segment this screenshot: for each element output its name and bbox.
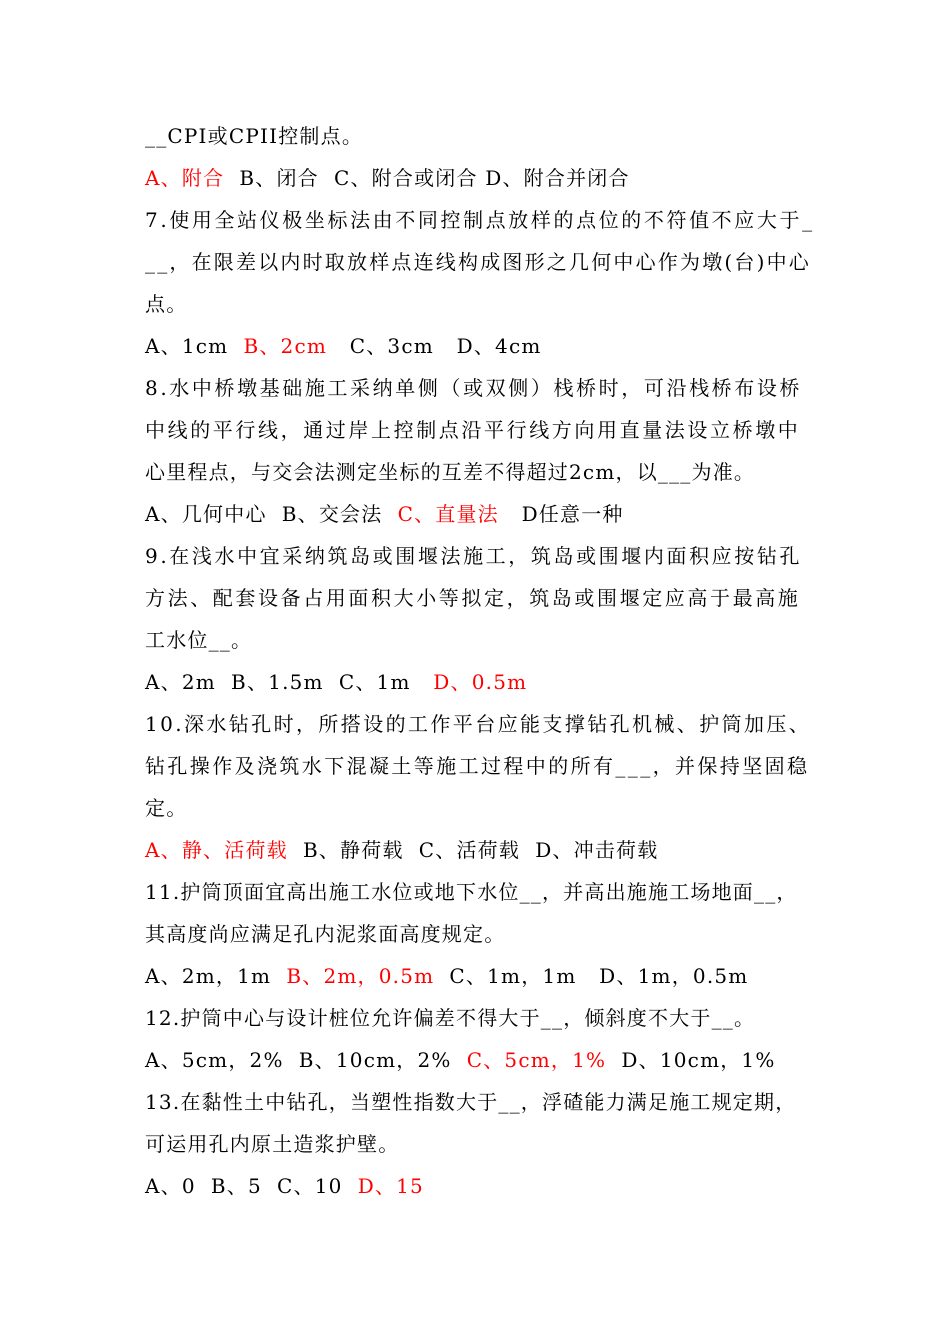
text-segment: C、3cm D、4cm <box>327 334 542 358</box>
text-segment: 可运用孔内原土造浆护壁。 <box>145 1132 400 1156</box>
text-line <box>145 1123 815 1165</box>
text-line <box>145 703 815 745</box>
text-line <box>145 451 815 493</box>
text-line <box>145 787 815 829</box>
text-line <box>145 661 815 703</box>
text-segment: 12.护筒中心与设计桩位允许偏差不得大于__，倾斜度不大于__。 <box>145 1006 756 1030</box>
answer-highlight: C、5cm，1% <box>466 1048 607 1072</box>
text-line <box>145 1039 815 1081</box>
text-line <box>145 325 815 367</box>
text-line <box>145 283 815 325</box>
answer-highlight: A、附合 <box>145 166 225 190</box>
text-segment: 9.在浅水中宜采纳筑岛或围堰法施工，筑岛或围堰内面积应按钻孔 <box>145 544 803 568</box>
text-segment: 11.护筒顶面宜高出施工水位或地下水位__，并高出施施工场地面__， <box>145 880 798 904</box>
text-line <box>145 829 815 871</box>
text-segment: A、1cm <box>145 334 244 358</box>
text-line <box>145 913 815 955</box>
text-segment: B、闭合 C、附合或闭合 D、附合并闭合 <box>224 166 630 190</box>
text-segment: D、10cm，1% <box>606 1048 776 1072</box>
text-line <box>145 493 815 535</box>
text-segment: B、静荷载 C、活荷载 D、冲击荷载 <box>287 838 659 862</box>
text-segment: C、1m，1m D、1m，0.5m <box>434 964 749 988</box>
text-segment: A、几何中心 B、交会法 <box>145 502 398 526</box>
text-line <box>145 745 815 787</box>
text-line <box>145 157 815 199</box>
text-line <box>145 367 815 409</box>
text-line <box>145 409 815 451</box>
answer-highlight: B、2m，0.5m <box>286 964 435 988</box>
text-line <box>145 577 815 619</box>
text-segment: 其高度尚应满足孔内泥浆面高度规定。 <box>145 922 506 946</box>
answer-highlight: D、15 <box>357 1174 424 1198</box>
text-segment: 13.在黏性土中钻孔，当塑性指数大于__，浮碴能力满足施工规定期， <box>145 1090 797 1114</box>
text-segment: 方法、配套设备占用面积大小等拟定，筑岛或围堰定应高于最高施 <box>145 586 801 610</box>
text-line <box>145 1165 815 1207</box>
text-segment: A、2m B、1.5m C、1m <box>145 670 434 694</box>
text-segment: 点。 <box>145 292 188 316</box>
text-line <box>145 1081 815 1123</box>
text-segment: 钻孔操作及浇筑水下混凝土等施工过程中的所有___，并保持坚固稳 <box>145 754 810 778</box>
text-segment: 8.水中桥墩基础施工采纳单侧（或双侧）栈桥时，可沿栈桥布设桥 <box>145 376 803 400</box>
text-line <box>145 115 815 157</box>
text-line <box>145 997 815 1039</box>
text-line <box>145 871 815 913</box>
answer-highlight: A、静、活荷载 <box>145 838 288 862</box>
answer-highlight: C、直量法 <box>397 502 499 526</box>
text-line <box>145 241 815 283</box>
document-body <box>145 115 815 1207</box>
text-segment: A、2m，1m <box>145 964 287 988</box>
text-segment: A、0 B、5 C、10 <box>145 1174 358 1198</box>
answer-highlight: B、2cm <box>243 334 328 358</box>
text-line <box>145 535 815 577</box>
text-segment: D任意一种 <box>498 502 624 526</box>
text-segment: 定。 <box>145 796 188 820</box>
text-segment: 工水位__。 <box>145 628 253 652</box>
text-line <box>145 955 815 997</box>
text-line <box>145 199 815 241</box>
text-line <box>145 619 815 661</box>
text-segment: A、5cm，2% B、10cm，2% <box>145 1048 467 1072</box>
text-segment: __CPI或CPII控制点。 <box>145 124 364 148</box>
text-segment: 10.深水钻孔时，所搭设的工作平台应能支撑钻孔机械、护筒加压、 <box>145 712 812 736</box>
text-segment: __，在限差以内时取放样点连线构成图形之几何中心作为墩(台)中心 <box>145 250 812 274</box>
answer-highlight: D、0.5m <box>433 670 528 694</box>
text-segment: 心里程点，与交会法测定坐标的互差不得超过2cm，以___为准。 <box>145 460 756 484</box>
text-segment: 7.使用全站仪极坐标法由不同控制点放样的点位的不符值不应大于_ <box>145 208 815 232</box>
text-segment: 中线的平行线，通过岸上控制点沿平行线方向用直量法设立桥墩中 <box>145 418 801 442</box>
